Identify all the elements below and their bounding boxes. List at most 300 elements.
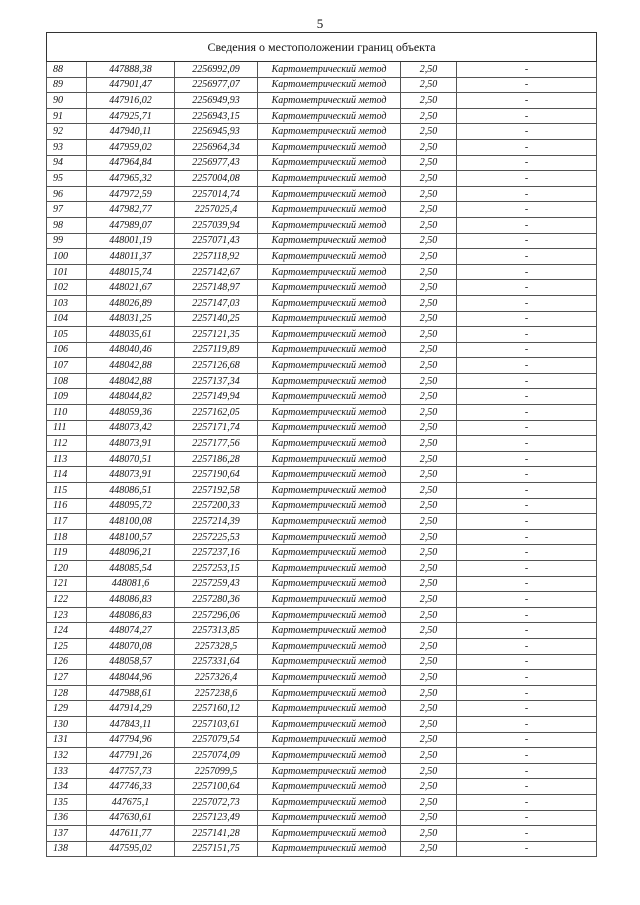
x-coordinate-cell: 448073,91 [87, 436, 175, 452]
y-coordinate-cell: 2257039,94 [175, 217, 258, 233]
description-cell: - [457, 77, 597, 93]
y-coordinate-cell: 2257074,09 [175, 748, 258, 764]
y-coordinate-cell: 2257100,64 [175, 779, 258, 795]
x-coordinate-cell: 448021,67 [87, 280, 175, 296]
method-cell: Картометрический метод [258, 810, 401, 826]
point-number-cell: 102 [47, 280, 87, 296]
y-coordinate-cell: 2257072,73 [175, 794, 258, 810]
point-number-cell: 90 [47, 93, 87, 109]
description-cell: - [457, 654, 597, 670]
y-coordinate-cell: 2257121,35 [175, 327, 258, 343]
y-coordinate-cell: 2257149,94 [175, 389, 258, 405]
method-cell: Картометрический метод [258, 233, 401, 249]
point-number-cell: 88 [47, 62, 87, 78]
precision-cell: 2,50 [401, 810, 457, 826]
precision-cell: 2,50 [401, 826, 457, 842]
x-coordinate-cell: 447959,02 [87, 139, 175, 155]
precision-cell: 2,50 [401, 124, 457, 140]
description-cell: - [457, 451, 597, 467]
method-cell: Картометрический метод [258, 295, 401, 311]
method-cell: Картометрический метод [258, 545, 401, 561]
method-cell: Картометрический метод [258, 623, 401, 639]
description-cell: - [457, 233, 597, 249]
precision-cell: 2,50 [401, 405, 457, 421]
point-number-cell: 132 [47, 748, 87, 764]
table-row [47, 171, 597, 187]
table-title: Сведения о местоположении границ объекта [47, 33, 597, 62]
precision-cell: 2,50 [401, 264, 457, 280]
description-cell: - [457, 732, 597, 748]
point-number-cell: 96 [47, 186, 87, 202]
description-cell: - [457, 139, 597, 155]
precision-cell: 2,50 [401, 202, 457, 218]
point-number-cell: 94 [47, 155, 87, 171]
method-cell: Картометрический метод [258, 93, 401, 109]
table-row [47, 233, 597, 249]
point-number-cell: 111 [47, 420, 87, 436]
precision-cell: 2,50 [401, 763, 457, 779]
y-coordinate-cell: 2256992,09 [175, 62, 258, 78]
precision-cell: 2,50 [401, 779, 457, 795]
point-number-cell: 115 [47, 483, 87, 499]
y-coordinate-cell: 2257162,05 [175, 405, 258, 421]
method-cell: Картометрический метод [258, 841, 401, 857]
precision-cell: 2,50 [401, 295, 457, 311]
description-cell: - [457, 685, 597, 701]
x-coordinate-cell: 447972,59 [87, 186, 175, 202]
point-number-cell: 121 [47, 576, 87, 592]
x-coordinate-cell: 448100,57 [87, 529, 175, 545]
description-cell: - [457, 327, 597, 343]
table-row [47, 748, 597, 764]
y-coordinate-cell: 2256943,15 [175, 108, 258, 124]
precision-cell: 2,50 [401, 451, 457, 467]
point-number-cell: 116 [47, 498, 87, 514]
description-cell: - [457, 779, 597, 795]
precision-cell: 2,50 [401, 498, 457, 514]
description-cell: - [457, 342, 597, 358]
precision-cell: 2,50 [401, 841, 457, 857]
y-coordinate-cell: 2257331,64 [175, 654, 258, 670]
description-cell: - [457, 358, 597, 374]
x-coordinate-cell: 448044,82 [87, 389, 175, 405]
y-coordinate-cell: 2257177,56 [175, 436, 258, 452]
method-cell: Картометрический метод [258, 358, 401, 374]
table-row [47, 249, 597, 265]
point-number-cell: 125 [47, 638, 87, 654]
x-coordinate-cell: 448042,88 [87, 358, 175, 374]
point-number-cell: 101 [47, 264, 87, 280]
point-number-cell: 122 [47, 592, 87, 608]
x-coordinate-cell: 448086,83 [87, 592, 175, 608]
y-coordinate-cell: 2257123,49 [175, 810, 258, 826]
precision-cell: 2,50 [401, 592, 457, 608]
y-coordinate-cell: 2257200,33 [175, 498, 258, 514]
method-cell: Картометрический метод [258, 763, 401, 779]
y-coordinate-cell: 2257328,5 [175, 638, 258, 654]
precision-cell: 2,50 [401, 389, 457, 405]
point-number-cell: 119 [47, 545, 87, 561]
precision-cell: 2,50 [401, 280, 457, 296]
y-coordinate-cell: 2257259,43 [175, 576, 258, 592]
description-cell: - [457, 748, 597, 764]
method-cell: Картометрический метод [258, 264, 401, 280]
method-cell: Картометрический метод [258, 514, 401, 530]
table-row [47, 295, 597, 311]
method-cell: Картометрический метод [258, 171, 401, 187]
table-row [47, 638, 597, 654]
description-cell: - [457, 295, 597, 311]
precision-cell: 2,50 [401, 670, 457, 686]
x-coordinate-cell: 448031,25 [87, 311, 175, 327]
table-row [47, 483, 597, 499]
x-coordinate-cell: 447746,33 [87, 779, 175, 795]
y-coordinate-cell: 2257237,16 [175, 545, 258, 561]
y-coordinate-cell: 2257141,28 [175, 826, 258, 842]
precision-cell: 2,50 [401, 436, 457, 452]
table-row [47, 545, 597, 561]
precision-cell: 2,50 [401, 327, 457, 343]
boundary-table-container [46, 32, 596, 857]
method-cell: Картометрический метод [258, 389, 401, 405]
y-coordinate-cell: 2257151,75 [175, 841, 258, 857]
y-coordinate-cell: 2257137,34 [175, 373, 258, 389]
point-number-cell: 123 [47, 607, 87, 623]
description-cell: - [457, 186, 597, 202]
y-coordinate-cell: 2257253,15 [175, 561, 258, 577]
method-cell: Картометрический метод [258, 592, 401, 608]
table-row [47, 420, 597, 436]
method-cell: Картометрический метод [258, 779, 401, 795]
x-coordinate-cell: 448096,21 [87, 545, 175, 561]
x-coordinate-cell: 447888,38 [87, 62, 175, 78]
table-row [47, 124, 597, 140]
point-number-cell: 136 [47, 810, 87, 826]
precision-cell: 2,50 [401, 171, 457, 187]
y-coordinate-cell: 2256964,34 [175, 139, 258, 155]
x-coordinate-cell: 447982,77 [87, 202, 175, 218]
method-cell: Картометрический метод [258, 202, 401, 218]
y-coordinate-cell: 2257326,4 [175, 670, 258, 686]
point-number-cell: 117 [47, 514, 87, 530]
method-cell: Картометрический метод [258, 62, 401, 78]
point-number-cell: 109 [47, 389, 87, 405]
description-cell: - [457, 389, 597, 405]
precision-cell: 2,50 [401, 358, 457, 374]
table-row [47, 763, 597, 779]
x-coordinate-cell: 448095,72 [87, 498, 175, 514]
method-cell: Картометрический метод [258, 451, 401, 467]
precision-cell: 2,50 [401, 483, 457, 499]
precision-cell: 2,50 [401, 93, 457, 109]
y-coordinate-cell: 2257099,5 [175, 763, 258, 779]
table-row [47, 467, 597, 483]
point-number-cell: 100 [47, 249, 87, 265]
precision-cell: 2,50 [401, 108, 457, 124]
table-row [47, 342, 597, 358]
point-number-cell: 127 [47, 670, 87, 686]
x-coordinate-cell: 447914,29 [87, 701, 175, 717]
table-row [47, 280, 597, 296]
y-coordinate-cell: 2257296,06 [175, 607, 258, 623]
point-number-cell: 124 [47, 623, 87, 639]
x-coordinate-cell: 448044,96 [87, 670, 175, 686]
precision-cell: 2,50 [401, 342, 457, 358]
method-cell: Картометрический метод [258, 373, 401, 389]
method-cell: Картометрический метод [258, 436, 401, 452]
method-cell: Картометрический метод [258, 483, 401, 499]
precision-cell: 2,50 [401, 685, 457, 701]
precision-cell: 2,50 [401, 155, 457, 171]
description-cell: - [457, 249, 597, 265]
point-number-cell: 112 [47, 436, 87, 452]
x-coordinate-cell: 447843,11 [87, 716, 175, 732]
y-coordinate-cell: 2257103,61 [175, 716, 258, 732]
point-number-cell: 97 [47, 202, 87, 218]
table-row [47, 186, 597, 202]
description-cell: - [457, 826, 597, 842]
table-row [47, 389, 597, 405]
point-number-cell: 133 [47, 763, 87, 779]
table-row [47, 311, 597, 327]
method-cell: Картометрический метод [258, 654, 401, 670]
x-coordinate-cell: 448059,36 [87, 405, 175, 421]
table-row [47, 327, 597, 343]
x-coordinate-cell: 447630,61 [87, 810, 175, 826]
description-cell: - [457, 280, 597, 296]
precision-cell: 2,50 [401, 732, 457, 748]
table-row [47, 592, 597, 608]
method-cell: Картометрический метод [258, 280, 401, 296]
precision-cell: 2,50 [401, 467, 457, 483]
table-row [47, 779, 597, 795]
description-cell: - [457, 529, 597, 545]
point-number-cell: 118 [47, 529, 87, 545]
description-cell: - [457, 638, 597, 654]
table-row [47, 217, 597, 233]
y-coordinate-cell: 2257313,85 [175, 623, 258, 639]
x-coordinate-cell: 447916,02 [87, 93, 175, 109]
method-cell: Картометрический метод [258, 826, 401, 842]
description-cell: - [457, 763, 597, 779]
y-coordinate-cell: 2257079,54 [175, 732, 258, 748]
table-row [47, 514, 597, 530]
point-number-cell: 137 [47, 826, 87, 842]
description-cell: - [457, 607, 597, 623]
table-row [47, 155, 597, 171]
point-number-cell: 106 [47, 342, 87, 358]
point-number-cell: 120 [47, 561, 87, 577]
method-cell: Картометрический метод [258, 794, 401, 810]
table-row [47, 654, 597, 670]
table-row [47, 436, 597, 452]
method-cell: Картометрический метод [258, 77, 401, 93]
table-row [47, 77, 597, 93]
point-number-cell: 135 [47, 794, 87, 810]
x-coordinate-cell: 448100,08 [87, 514, 175, 530]
precision-cell: 2,50 [401, 514, 457, 530]
description-cell: - [457, 483, 597, 499]
method-cell: Картометрический метод [258, 701, 401, 717]
table-row [47, 685, 597, 701]
table-row [47, 202, 597, 218]
y-coordinate-cell: 2257140,25 [175, 311, 258, 327]
description-cell: - [457, 810, 597, 826]
point-number-cell: 99 [47, 233, 87, 249]
precision-cell: 2,50 [401, 623, 457, 639]
y-coordinate-cell: 2257119,89 [175, 342, 258, 358]
method-cell: Картометрический метод [258, 420, 401, 436]
method-cell: Картометрический метод [258, 139, 401, 155]
point-number-cell: 126 [47, 654, 87, 670]
x-coordinate-cell: 448086,51 [87, 483, 175, 499]
precision-cell: 2,50 [401, 139, 457, 155]
x-coordinate-cell: 448026,89 [87, 295, 175, 311]
y-coordinate-cell: 2257142,67 [175, 264, 258, 280]
precision-cell: 2,50 [401, 607, 457, 623]
point-number-cell: 108 [47, 373, 87, 389]
method-cell: Картометрический метод [258, 498, 401, 514]
table-row [47, 670, 597, 686]
precision-cell: 2,50 [401, 748, 457, 764]
x-coordinate-cell: 447595,02 [87, 841, 175, 857]
point-number-cell: 104 [47, 311, 87, 327]
x-coordinate-cell: 448001,19 [87, 233, 175, 249]
table-row [47, 93, 597, 109]
table-row [47, 358, 597, 374]
table-row [47, 716, 597, 732]
point-number-cell: 128 [47, 685, 87, 701]
table-row [47, 623, 597, 639]
y-coordinate-cell: 2256949,93 [175, 93, 258, 109]
precision-cell: 2,50 [401, 716, 457, 732]
table-row [47, 810, 597, 826]
x-coordinate-cell: 447611,77 [87, 826, 175, 842]
precision-cell: 2,50 [401, 794, 457, 810]
x-coordinate-cell: 447988,61 [87, 685, 175, 701]
precision-cell: 2,50 [401, 373, 457, 389]
table-body [47, 62, 597, 857]
table-row [47, 373, 597, 389]
description-cell: - [457, 264, 597, 280]
method-cell: Картометрический метод [258, 467, 401, 483]
y-coordinate-cell: 2257004,08 [175, 171, 258, 187]
precision-cell: 2,50 [401, 701, 457, 717]
precision-cell: 2,50 [401, 233, 457, 249]
table-row [47, 139, 597, 155]
description-cell: - [457, 124, 597, 140]
description-cell: - [457, 436, 597, 452]
method-cell: Картометрический метод [258, 217, 401, 233]
description-cell: - [457, 545, 597, 561]
x-coordinate-cell: 448085,54 [87, 561, 175, 577]
method-cell: Картометрический метод [258, 311, 401, 327]
method-cell: Картометрический метод [258, 405, 401, 421]
precision-cell: 2,50 [401, 654, 457, 670]
method-cell: Картометрический метод [258, 529, 401, 545]
precision-cell: 2,50 [401, 576, 457, 592]
point-number-cell: 114 [47, 467, 87, 483]
method-cell: Картометрический метод [258, 124, 401, 140]
y-coordinate-cell: 2257160,12 [175, 701, 258, 717]
point-number-cell: 110 [47, 405, 87, 421]
x-coordinate-cell: 447901,47 [87, 77, 175, 93]
method-cell: Картометрический метод [258, 108, 401, 124]
description-cell: - [457, 108, 597, 124]
y-coordinate-cell: 2257147,03 [175, 295, 258, 311]
point-number-cell: 93 [47, 139, 87, 155]
y-coordinate-cell: 2257280,36 [175, 592, 258, 608]
x-coordinate-cell: 448081,6 [87, 576, 175, 592]
page-number: 5 [316, 16, 324, 31]
method-cell: Картометрический метод [258, 249, 401, 265]
method-cell: Картометрический метод [258, 732, 401, 748]
description-cell: - [457, 498, 597, 514]
x-coordinate-cell: 447794,96 [87, 732, 175, 748]
point-number-cell: 92 [47, 124, 87, 140]
point-number-cell: 103 [47, 295, 87, 311]
x-coordinate-cell: 448086,83 [87, 607, 175, 623]
table-row [47, 701, 597, 717]
method-cell: Картометрический метод [258, 342, 401, 358]
table-row [47, 62, 597, 78]
x-coordinate-cell: 447791,26 [87, 748, 175, 764]
point-number-cell: 138 [47, 841, 87, 857]
method-cell: Картометрический метод [258, 155, 401, 171]
description-cell: - [457, 467, 597, 483]
table-row [47, 498, 597, 514]
table-row [47, 576, 597, 592]
description-cell: - [457, 592, 597, 608]
x-coordinate-cell: 448073,91 [87, 467, 175, 483]
boundary-coordinates-table [46, 32, 597, 857]
table-row [47, 451, 597, 467]
x-coordinate-cell: 447964,84 [87, 155, 175, 171]
point-number-cell: 131 [47, 732, 87, 748]
x-coordinate-cell: 447989,07 [87, 217, 175, 233]
precision-cell: 2,50 [401, 311, 457, 327]
y-coordinate-cell: 2257126,68 [175, 358, 258, 374]
description-cell: - [457, 623, 597, 639]
y-coordinate-cell: 2256945,93 [175, 124, 258, 140]
x-coordinate-cell: 448058,57 [87, 654, 175, 670]
description-cell: - [457, 561, 597, 577]
point-number-cell: 107 [47, 358, 87, 374]
method-cell: Картометрический метод [258, 670, 401, 686]
point-number-cell: 113 [47, 451, 87, 467]
precision-cell: 2,50 [401, 77, 457, 93]
precision-cell: 2,50 [401, 561, 457, 577]
y-coordinate-cell: 2256977,43 [175, 155, 258, 171]
description-cell: - [457, 217, 597, 233]
y-coordinate-cell: 2257190,64 [175, 467, 258, 483]
precision-cell: 2,50 [401, 62, 457, 78]
x-coordinate-cell: 448015,74 [87, 264, 175, 280]
x-coordinate-cell: 448070,51 [87, 451, 175, 467]
description-cell: - [457, 62, 597, 78]
x-coordinate-cell: 447675,1 [87, 794, 175, 810]
x-coordinate-cell: 447940,11 [87, 124, 175, 140]
y-coordinate-cell: 2257225,53 [175, 529, 258, 545]
description-cell: - [457, 373, 597, 389]
description-cell: - [457, 841, 597, 857]
description-cell: - [457, 405, 597, 421]
point-number-cell: 98 [47, 217, 87, 233]
method-cell: Картометрический метод [258, 327, 401, 343]
description-cell: - [457, 716, 597, 732]
point-number-cell: 95 [47, 171, 87, 187]
table-row [47, 841, 597, 857]
